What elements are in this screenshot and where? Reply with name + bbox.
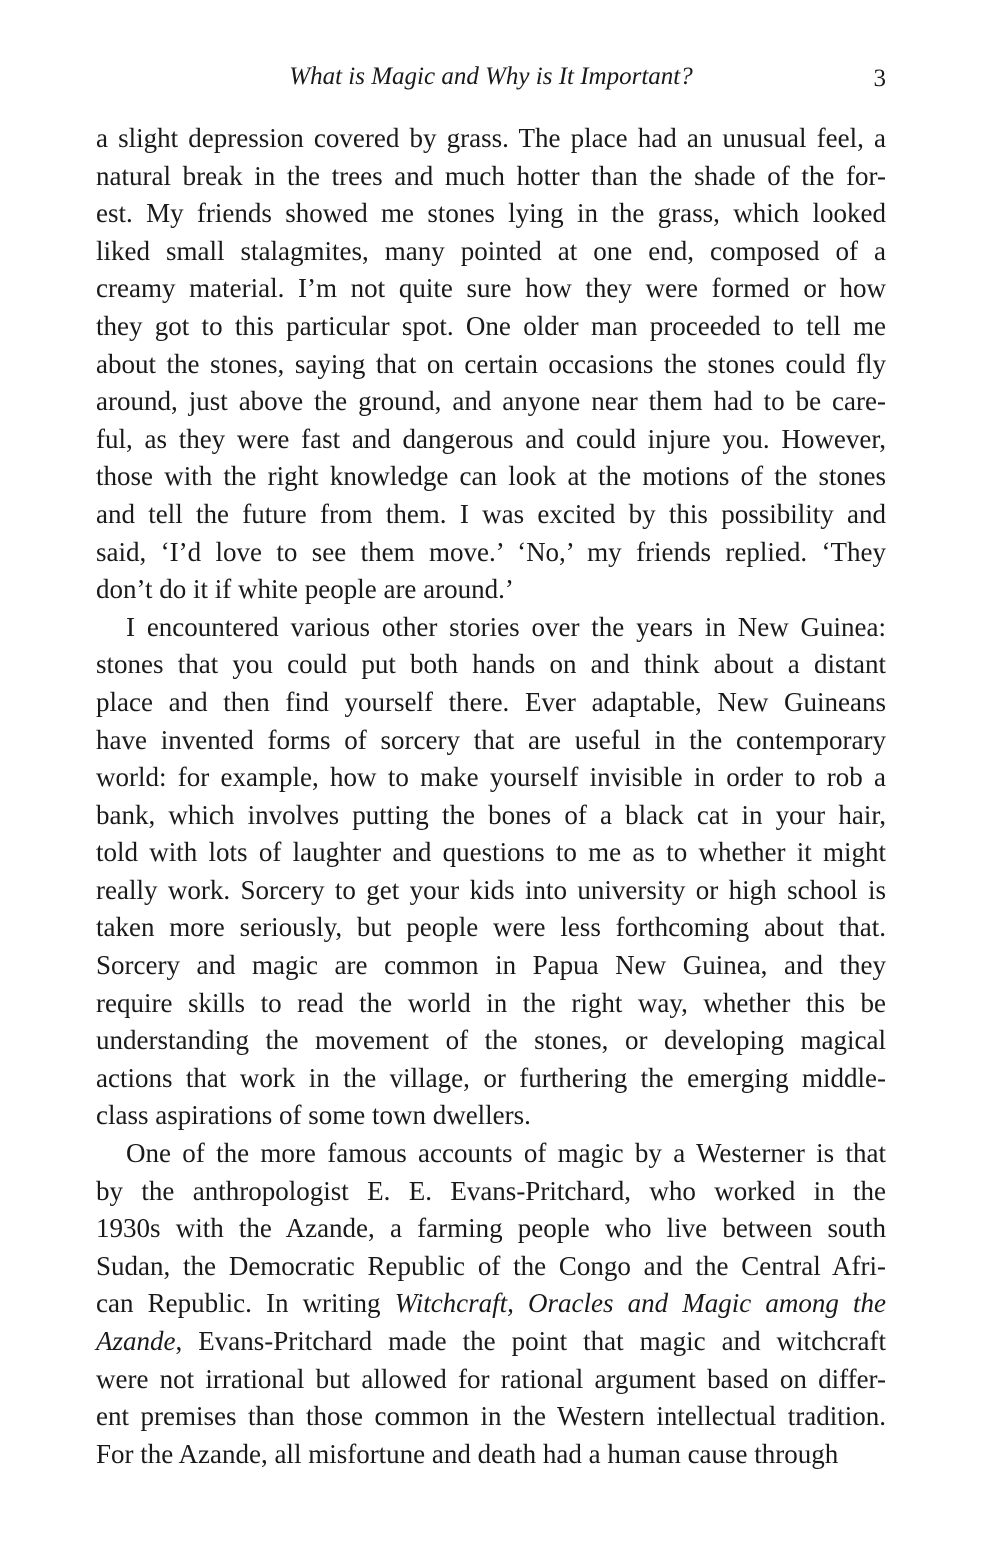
line-text: , Evans-Pritchard made the point that magic and witchcraft <box>175 1326 886 1356</box>
text-line <box>96 308 886 346</box>
line-text: place and then find yourself there. Ever adaptable, New Guineans <box>96 686 886 717</box>
text-line <box>96 1361 886 1399</box>
page-number: 3 <box>873 65 886 92</box>
line-text: Sorcery and magic are common in Papua New Guinea, and they <box>96 950 886 981</box>
line-text: natural break in the trees and much hotter than the shade of the for- <box>96 160 886 191</box>
italic-title-text: Azande <box>96 1326 176 1356</box>
text-line <box>96 1022 886 1060</box>
text-line <box>96 1436 886 1474</box>
text-line <box>96 909 886 947</box>
running-head <box>96 62 886 92</box>
text-line <box>96 1210 886 1248</box>
text-line <box>96 1135 886 1173</box>
text-line <box>96 722 886 760</box>
line-text: those with the right knowledge can look at the motions of the stones <box>96 461 886 492</box>
line-text: don’t do it if white people are around.’ <box>96 574 514 605</box>
line-text: have invented forms of sorcery that are useful in the contemporary <box>96 724 886 755</box>
text-line <box>96 346 886 384</box>
line-text: class aspirations of some town dwellers. <box>96 1100 531 1131</box>
line-text: bank, which involves putting the bones of a black cat in your hair, <box>96 799 886 830</box>
line-text: actions that work in the village, or furthering the emerging middle- <box>96 1062 886 1093</box>
text-line <box>96 233 886 271</box>
line-text: a slight depression covered by grass. The place had an unusual feel, a <box>96 123 886 153</box>
text-line <box>96 985 886 1023</box>
text-line <box>96 1398 886 1436</box>
text-line <box>96 195 886 233</box>
line-text: said, ‘I’d love to see them move.’ ‘No,’ my friends replied. ‘They <box>96 536 886 567</box>
line-text: can Republic. In writing <box>96 1288 395 1319</box>
text-line <box>96 1248 886 1286</box>
text-line <box>96 120 886 158</box>
line-text: taken more seriously, but people were less forthcoming about that. <box>96 912 886 943</box>
text-line <box>96 609 886 647</box>
text-line <box>96 383 886 421</box>
text-line <box>96 1097 886 1135</box>
line-text: and tell the future from them. I was excited by this possibility and <box>96 498 886 529</box>
line-text: really work. Sorcery to get your kids into university or high school is <box>96 874 886 905</box>
text-line <box>96 797 886 835</box>
line-text: world: for example, how to make yourself invisible in order to rob a <box>96 762 886 793</box>
line-text: I encountered various other stories over the years in New Guinea: <box>126 611 886 642</box>
body-text <box>96 120 886 1473</box>
text-line <box>96 571 886 609</box>
text-line <box>96 1285 886 1323</box>
text-line <box>96 496 886 534</box>
line-text: told with lots of laughter and questions to me as to whether it might <box>96 837 886 868</box>
text-line <box>96 1060 886 1098</box>
line-text: by the anthropologist E. E. Evans-Pritchard, who worked in the <box>96 1175 886 1206</box>
line-text: est. My friends showed me stones lying in the grass, which looked <box>96 198 886 229</box>
text-line <box>96 270 886 308</box>
text-line <box>96 947 886 985</box>
line-text: they got to this particular spot. One older man proceeded to tell me <box>96 310 886 341</box>
line-text: creamy material. I’m not quite sure how they were formed or how <box>96 273 886 304</box>
text-line <box>96 1173 886 1211</box>
running-title: What is Magic and Why is It Important? <box>289 63 693 90</box>
line-text: liked small stalagmites, many pointed at one end, composed of a <box>96 235 886 266</box>
line-text: about the stones, saying that on certain occasions the stones could fly <box>96 348 886 379</box>
text-line <box>96 458 886 496</box>
text-line <box>96 646 886 684</box>
text-line <box>96 834 886 872</box>
line-text: Sudan, the Democratic Republic of the Congo and the Central Afri- <box>96 1250 886 1281</box>
line-text: stones that you could put both hands on and think about a distant <box>96 649 886 680</box>
line-text: ent premises than those common in the Western intellectual tradition. <box>96 1401 886 1432</box>
text-line <box>96 158 886 196</box>
line-text: ful, as they were fast and dangerous and could injure you. However, <box>96 423 886 454</box>
text-line <box>96 684 886 722</box>
line-text: For the Azande, all misfortune and death had a human cause through <box>96 1438 839 1469</box>
text-line <box>96 759 886 797</box>
italic-title-text: Witchcraft, Oracles and Magic among the <box>394 1288 886 1319</box>
text-line <box>96 534 886 572</box>
text-line <box>96 1323 886 1361</box>
line-text: One of the more famous accounts of magic by a Westerner is that <box>126 1138 886 1169</box>
line-text: require skills to read the world in the right way, whether this be <box>96 987 886 1018</box>
text-line <box>96 872 886 910</box>
line-text: were not irrational but allowed for rational argument based on differ- <box>96 1363 886 1394</box>
text-line <box>96 421 886 459</box>
line-text: around, just above the ground, and anyone near them had to be care- <box>96 386 886 417</box>
line-text: understanding the movement of the stones, or developing magical <box>96 1025 886 1056</box>
line-text: 1930s with the Azande, a farming people who live between south <box>96 1213 886 1244</box>
